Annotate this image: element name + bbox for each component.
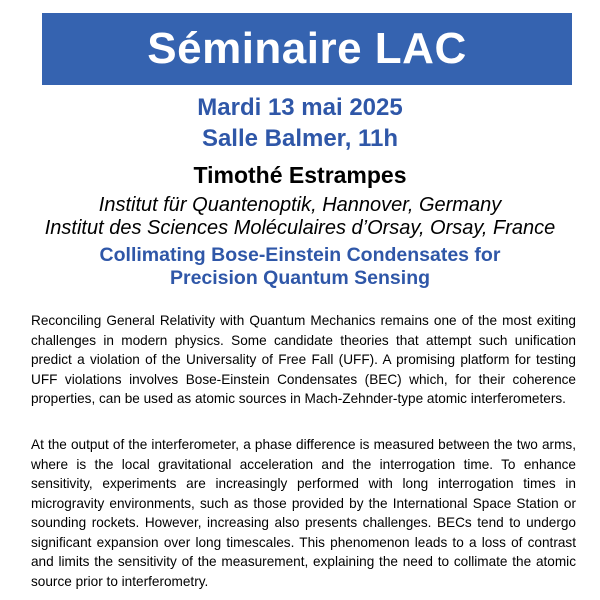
- banner-title: Séminaire LAC: [147, 24, 467, 73]
- seminar-banner: [42, 13, 572, 85]
- event-date: Mardi 13 mai 2025: [197, 94, 403, 121]
- talk-title-line-2: Precision Quantum Sensing: [169, 267, 431, 289]
- speaker-affiliation-2: Institut des Sciences Moléculaires d’Orsay, Orsay, France: [44, 217, 556, 239]
- abstract-paragraph-1: Reconciling General Relativity with Quantum Mechanics remains one of the most exiting challenges in modern physics. Some candidate theories that attempt such unification predict a violation of the Universality of Free Fall (UFF). A promising platform for testing UFF violations involves Bose-Einstein Condensates (BEC) which, for their coherence properties, can be used as atomic sources in Mach-Zehnder-type atomic interferometers.: [31, 313, 576, 406]
- talk-title-line-1: Collimating Bose-Einstein Condensates for: [99, 244, 501, 266]
- speaker-affiliation-1: Institut für Quantenoptik, Hannover, Germany: [98, 194, 502, 216]
- abstract-paragraph-2: At the output of the interferometer, a phase difference is measured between the two arms, where is the local gravitational acceleration and the interrogation time. To enhance sensitivity, experiments are increasingly performed with long interrogation times in microgravity environments, such as those provided by the International Space Station or sounding rockets. However, increasing also presents challenges. BECs tend to undergo significant expansion over long timescales. This phenomenon leads to a loss of contrast and limits the sensitivity of the measurement, explaining the need to collimate the atomic source prior to interferometry.: [31, 437, 576, 589]
- event-room-time: Salle Balmer, 11h: [201, 125, 399, 152]
- speaker-name: Timothé Estrampes: [193, 162, 407, 188]
